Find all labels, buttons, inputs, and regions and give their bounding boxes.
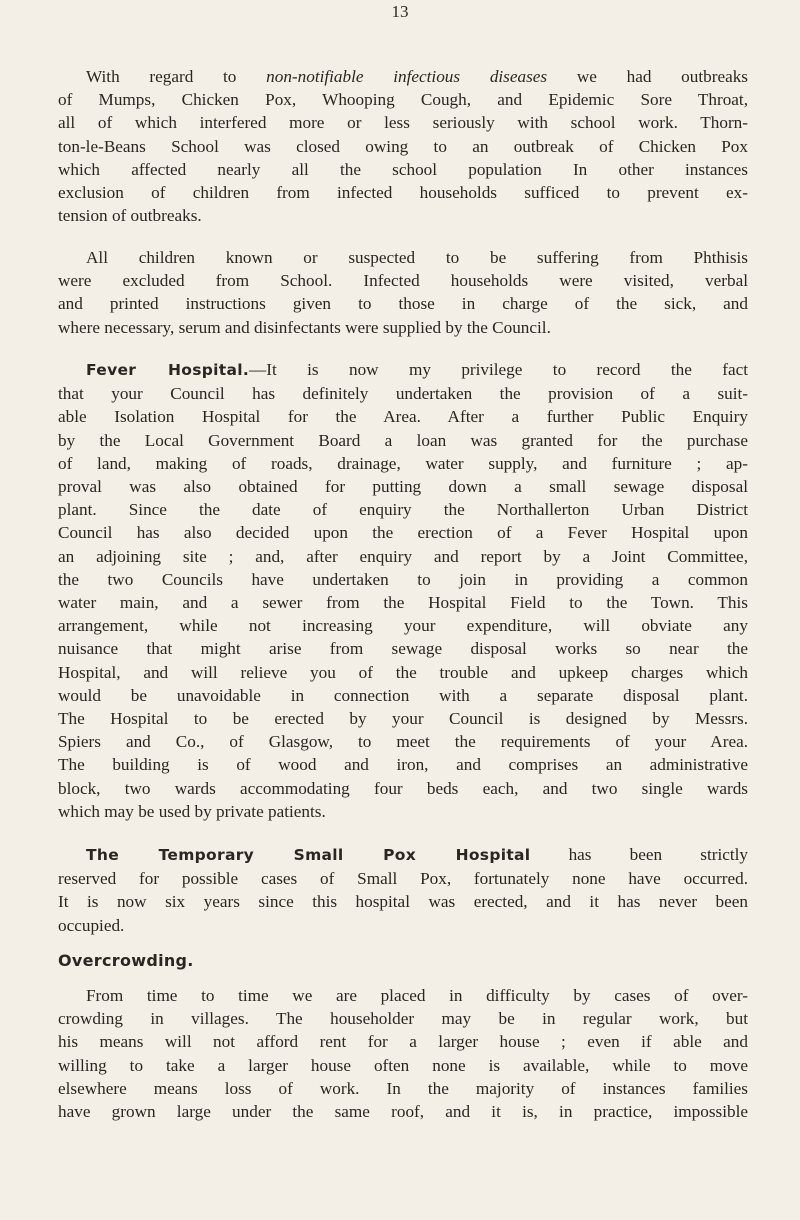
text-line: his means will not afford rent for a larger house ; even if able and [58, 1032, 748, 1052]
text-line: elsewhere means loss of work. In the majority of instances families [58, 1078, 748, 1098]
paragraph-phthisis [58, 246, 748, 339]
text-line: The Temporary Small Pox Hospital has been strictly [86, 845, 748, 864]
text-line: were excluded from School. Infected households were visited, verbal [58, 271, 748, 291]
paragraph-small-pox-hospital [58, 843, 748, 937]
text-line: exclusion of children from infected households sufficed to prevent ex- [58, 183, 748, 203]
text-line: which may be used by private patients. [58, 801, 326, 821]
text-line: water main, and a sewer from the Hospital Field to the Town. This [58, 593, 748, 613]
paragraph-fever-hospital [58, 358, 748, 823]
text-line: have grown large under the same roof, and it is, in practice, impossible [58, 1102, 748, 1122]
text-line: by the Local Government Board a loan was granted for the purchase [58, 430, 748, 450]
text-line: plant. Since the date of enquiry the Northallerton Urban District [58, 500, 748, 520]
text-line: It is now six years since this hospital was erected, and it has never been [58, 892, 748, 912]
italic-phrase: non-notifiable infectious diseases [266, 67, 548, 86]
text-line: Spiers and Co., of Glasgow, to meet the requirements of your Area. [58, 732, 748, 752]
text-line: occupied. [58, 915, 125, 935]
text-line: The building is of wood and iron, and comprises an administrative [58, 755, 748, 775]
text-line: able Isolation Hospital for the Area. After a further Public Enquiry [58, 407, 748, 427]
text-line: crowding in villages. The householder may be in regular work, but [58, 1009, 748, 1029]
text-line: of land, making of roads, drainage, water supply, and furniture ; ap- [58, 453, 748, 473]
text-line: nuisance that might arise from sewage disposal works so near the [58, 639, 748, 659]
paragraph-non-notifiable-diseases [58, 65, 748, 227]
text-line: all of which interfered more or less seriously with school work. Thorn- [58, 113, 748, 133]
text-line: an adjoining site ; and, after enquiry and report by a Joint Committee, [58, 546, 748, 566]
text-line: Hospital, and will relieve you of the trouble and upkeep charges which [58, 662, 748, 682]
text-line: Council has also decided upon the erection of a Fever Hospital upon [58, 523, 748, 543]
text-line: With regard to non-notifiable infectious diseases we had outbreaks [86, 67, 748, 86]
text-line: The Hospital to be erected by your Council is designed by Messrs. [58, 709, 748, 729]
text-line: Fever Hospital.—It is now my privilege to record the fact [86, 360, 748, 379]
text-line: block, two wards accommodating four beds each, and two single wards [58, 778, 748, 798]
text-line: From time to time we are placed in difficulty by cases of over- [86, 986, 748, 1005]
section-heading-fever-hospital: Fever Hospital. [86, 361, 250, 379]
section-heading-small-pox-hospital: The Temporary Small Pox Hospital [86, 846, 531, 864]
text-line: reserved for possible cases of Small Pox, fortunately none have occurred. [58, 869, 748, 889]
text-line: and printed instructions given to those in charge of the sick, and [58, 294, 748, 314]
text-line: where necessary, serum and disinfectants were supplied by the Council. [58, 317, 551, 337]
text-line: of Mumps, Chicken Pox, Whooping Cough, and Epidemic Sore Throat, [58, 90, 748, 110]
text-line: arrangement, while not increasing your expenditure, will obviate any [58, 616, 748, 636]
text-line: willing to take a larger house often none is available, while to move [58, 1055, 748, 1075]
text-line: proval was also obtained for putting down a small sewage disposal [58, 477, 748, 497]
text-line: ton-le-Beans School was closed owing to an outbreak of Chicken Pox [58, 136, 748, 156]
text-line: All children known or suspected to be suffering from Phthisis [86, 248, 748, 267]
section-heading-overcrowding: Overcrowding. [58, 951, 194, 970]
text-line: which affected nearly all the school population In other instances [58, 159, 748, 179]
page-number: 13 [391, 2, 409, 21]
text-line: the two Councils have undertaken to join in providing a common [58, 569, 748, 589]
text-line: tension of outbreaks. [58, 206, 202, 226]
text-line: would be unavoidable in connection with a separate disposal plant. [58, 685, 748, 705]
text-line: that your Council has definitely undertaken the provision of a suit- [58, 384, 748, 404]
paragraph-overcrowding [58, 984, 748, 1123]
